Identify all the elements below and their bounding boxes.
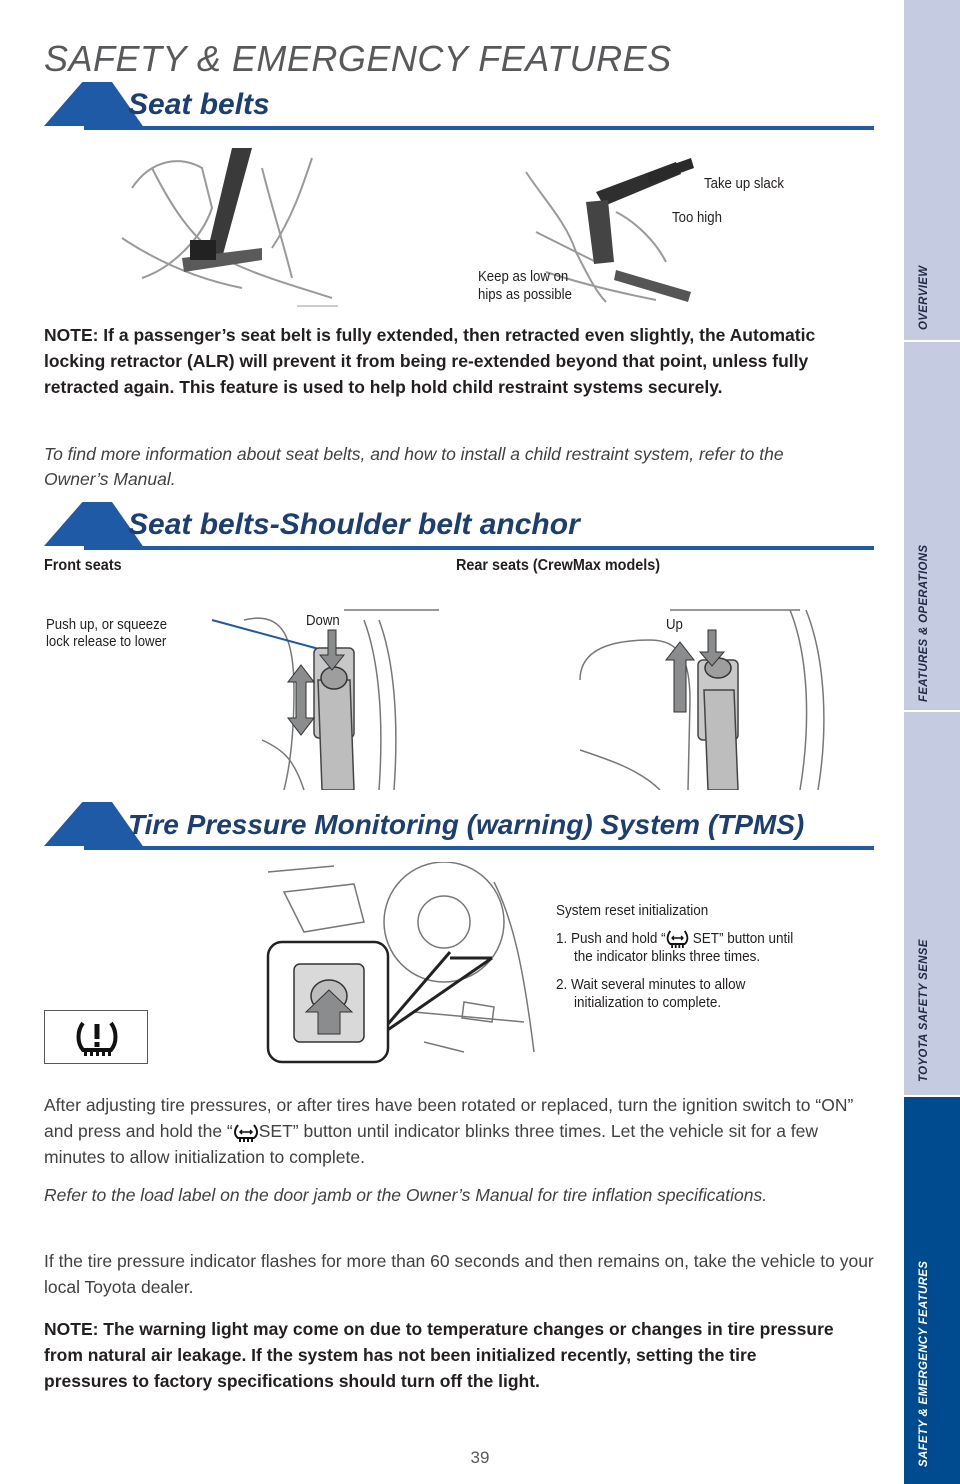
tpms-step-2-cont: initialization to complete.: [574, 994, 722, 1011]
tpms-set-icon: [666, 928, 689, 948]
front-seats-label: Front seats: [44, 557, 122, 574]
tpms-paragraph-3: If the tire pressure indicator flashes for more than 60 seconds and then remains on, take the vehicle to your local Toyota dealer.: [44, 1251, 874, 1297]
sidebar-item-safety-emergency-features[interactable]: SAFETY & EMERGENCY FEATURES: [904, 1095, 960, 1484]
keep-low-label-line2: hips as possible: [478, 286, 572, 303]
take-up-slack-label: Take up slack: [704, 175, 784, 192]
tire-pressure-warning-icon: [75, 1017, 119, 1057]
sidebar-item-toyota-safety-sense[interactable]: TOYOTA SAFETY SENSE: [904, 710, 960, 1095]
keep-low-label-line1: Keep as low on: [478, 268, 569, 285]
rear-seat-anchor-illustration: [570, 600, 876, 790]
sidebar-item-features-operations[interactable]: FEATURES & OPERATIONS: [904, 340, 960, 710]
tpms-section-header: [44, 802, 874, 850]
seat-belts-section-header: [44, 82, 874, 130]
tpms-step-1-cont: the indicator blinks three times.: [574, 948, 761, 965]
page-number: 39: [470, 1448, 490, 1467]
tpms-warning-light-box: [44, 1010, 148, 1064]
shoulder-belt-anchor-section-header: [44, 502, 874, 550]
rear-seats-label: Rear seats (CrewMax models): [456, 557, 661, 574]
seat-belts-heading: Seat belts: [128, 88, 270, 121]
tpms-warning-note: NOTE: The warning light may come on due to temperature changes or changes in tire pressure from natural air leakage. If the system has not been initialized recently, setting the tire pressures to factory specifications should turn off the light.: [44, 1319, 834, 1391]
tpms-set-icon-inline: [233, 1122, 259, 1142]
push-up-label-line1: Push up, or squeeze: [46, 616, 168, 633]
tpms-reset-title: System reset initialization: [556, 902, 709, 919]
push-up-label-line2: lock release to lower: [46, 633, 167, 650]
seat-belt-wearing-illustration: [112, 148, 338, 308]
page-title: SAFETY & EMERGENCY FEATURES: [44, 38, 672, 79]
seat-belt-more-info: To find more information about seat belts, and how to install a child restraint system, refer to the Owner’s Manual.: [44, 444, 784, 489]
section-nav-sidebar: [904, 0, 960, 1484]
shoulder-belt-anchor-heading: Seat belts-Shoulder belt anchor: [128, 508, 580, 541]
tpms-step-2: 2. Wait several minutes to allow: [556, 976, 746, 993]
seat-belt-alr-note: NOTE: If a passenger’s seat belt is fully extended, then retracted even slightly, the Automatic locking retractor (ALR) will prevent it from being re-extended beyond that point, unless fully retracted again. This feature is used to help hold child restraint systems securely.: [44, 325, 816, 397]
tpms-dashboard-illustration: [264, 862, 544, 1066]
down-label: Down: [306, 612, 340, 629]
tpms-heading: Tire Pressure Monitoring (warning) System (TPMS): [128, 809, 805, 840]
tpms-reset-steps: [556, 902, 876, 1012]
too-high-label: Too high: [672, 209, 722, 226]
tpms-step-1: 1. Push and hold “ SET” button until: [556, 930, 794, 947]
tpms-paragraph-1: After adjusting tire pressures, or after tires have been rotated or replaced, turn the ignition switch to “ON” and press and hold the “ SET” button until indicator blinks three times. Let the vehicle sit for a few minutes to allow initialization to complete.: [44, 1095, 854, 1167]
up-label: Up: [666, 616, 683, 633]
sidebar-item-overview[interactable]: OVERVIEW: [904, 0, 960, 340]
tpms-paragraph-2: Refer to the load label on the door jamb or the Owner’s Manual for tire inflation specifications.: [44, 1185, 768, 1205]
